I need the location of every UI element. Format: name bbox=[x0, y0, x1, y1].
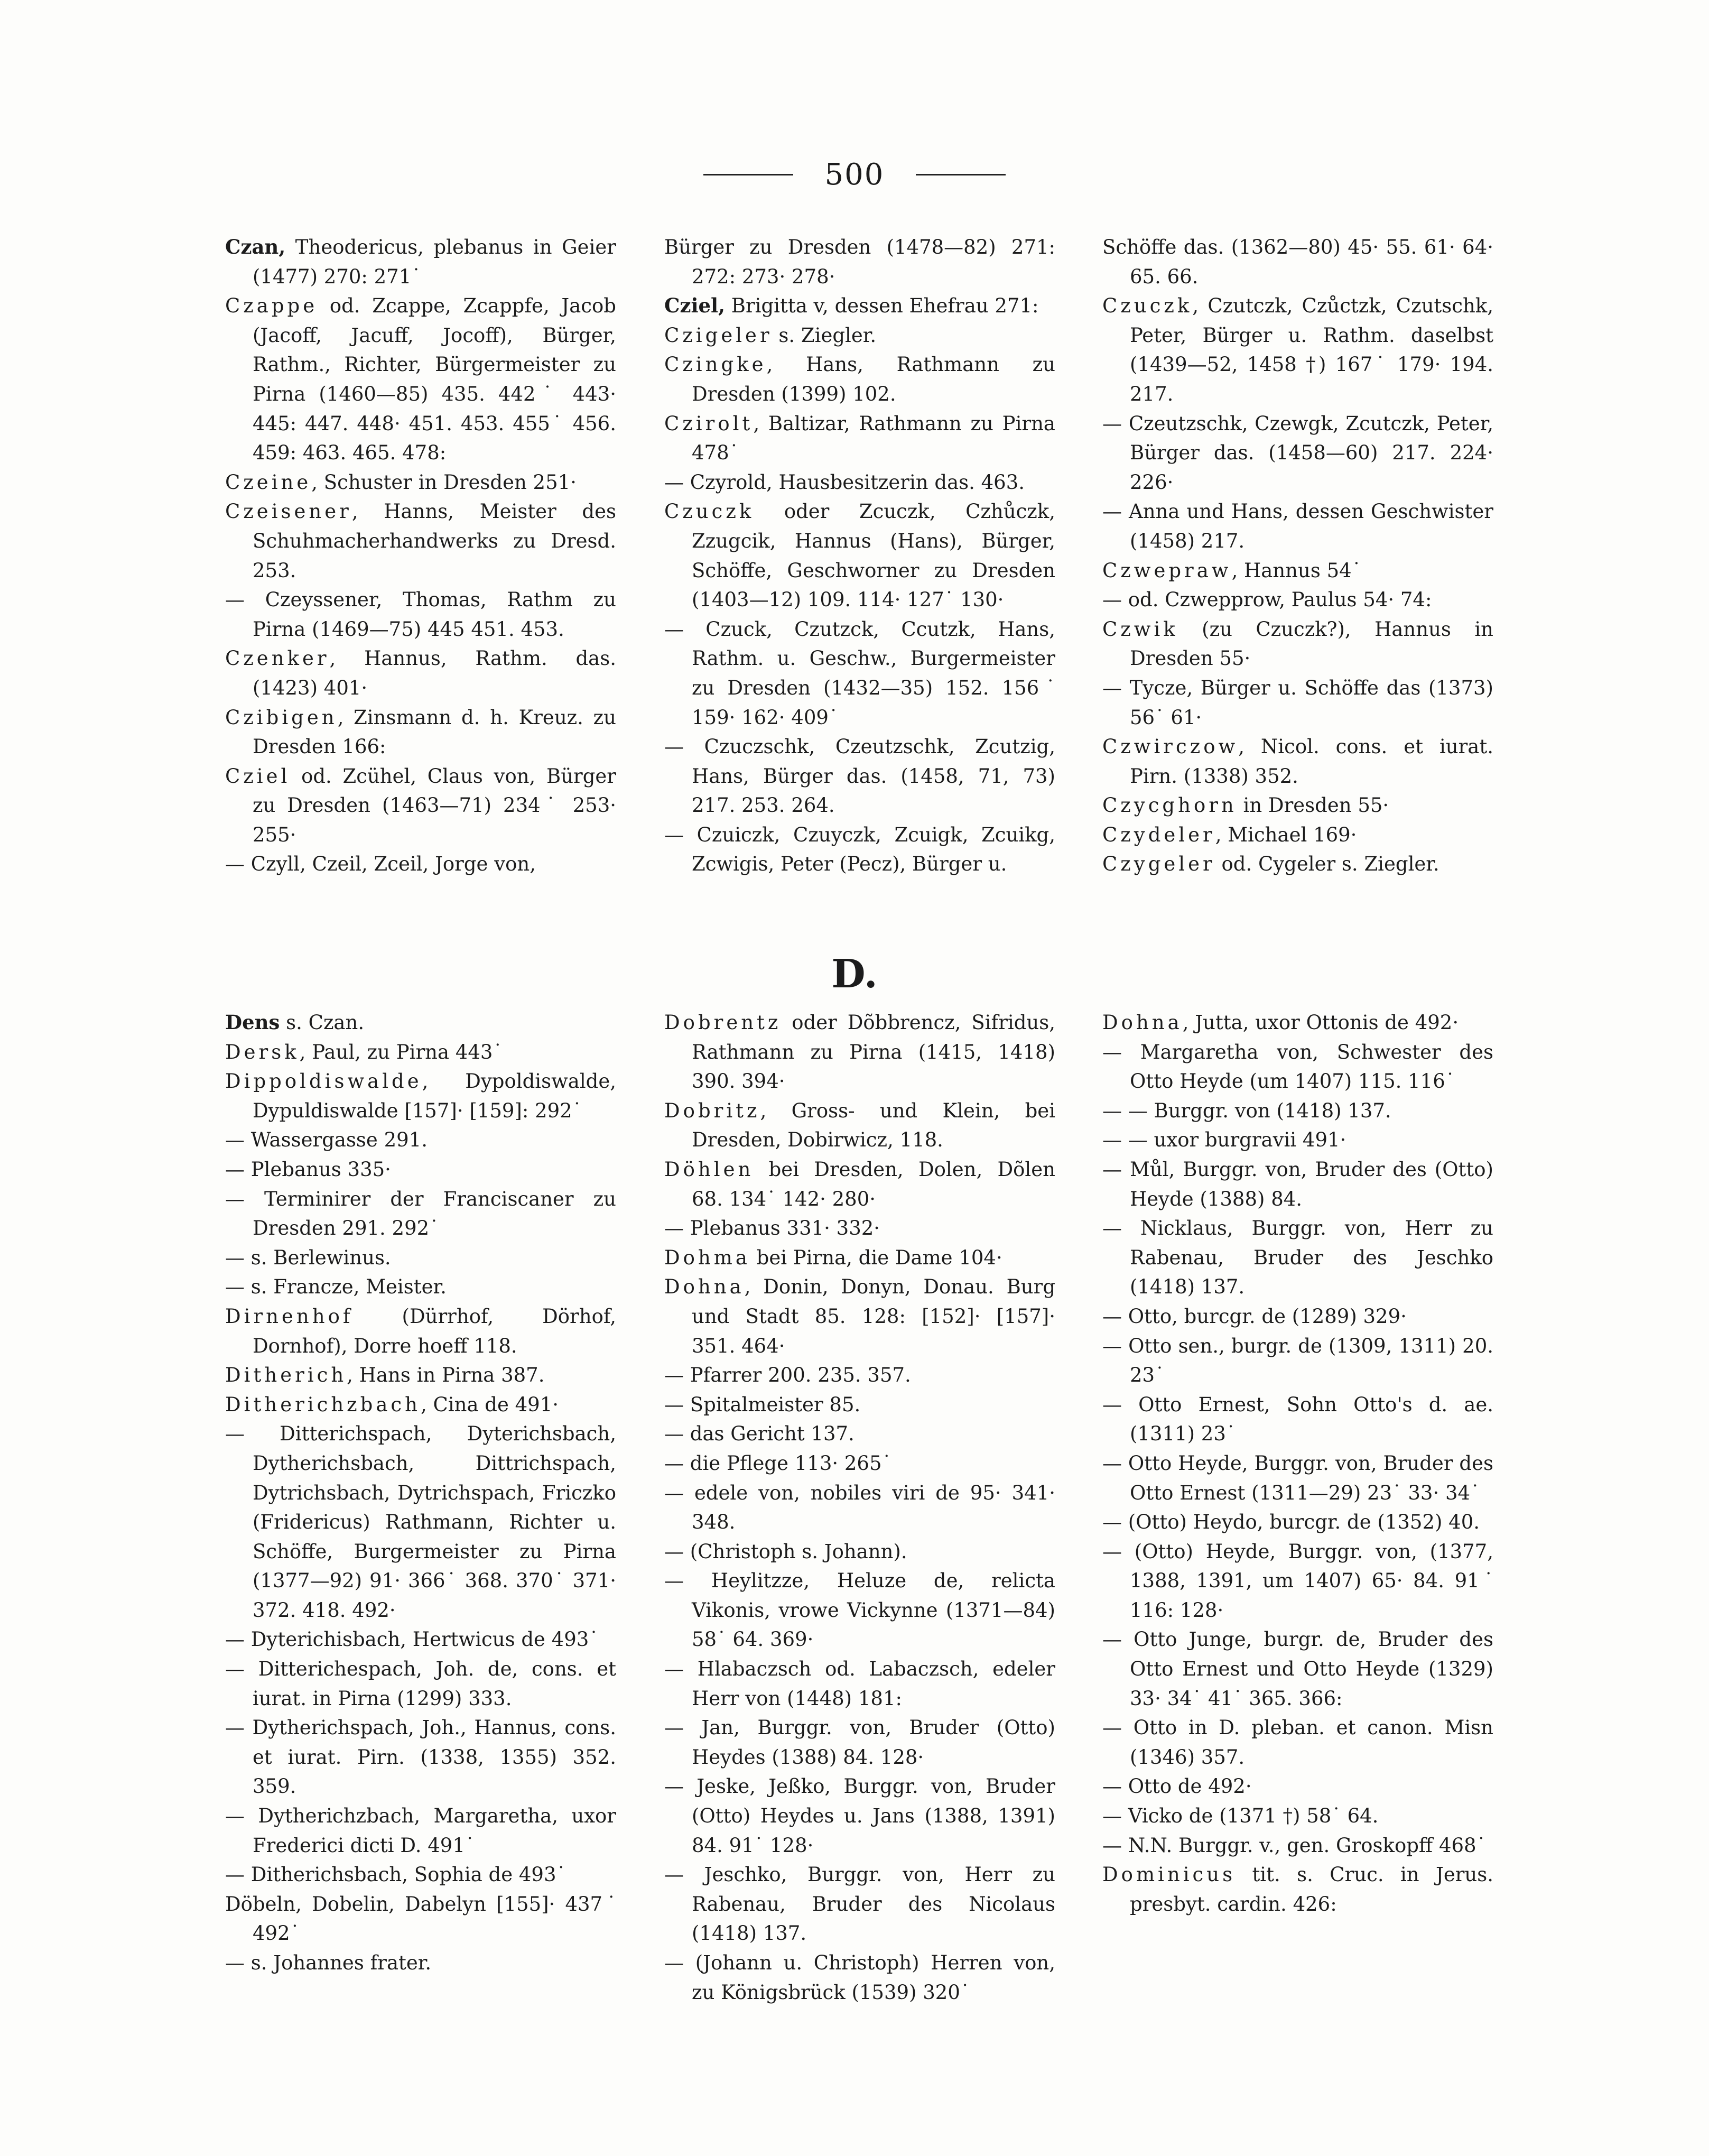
index-entry bbox=[1102, 585, 1493, 615]
entry-lemma: Dohma bbox=[664, 1246, 750, 1269]
entry-lemma: Czwik bbox=[1102, 617, 1178, 641]
entry-text: , Dobelin, Dabelyn [155]· 437˙ 492˙ bbox=[253, 1892, 616, 1945]
entry-lemma: Czigeler bbox=[664, 323, 773, 347]
entry-lemma: Czirolt bbox=[664, 412, 754, 435]
index-entry bbox=[664, 732, 1055, 820]
entry-text: — Ditherichsbach, Sophia de 493˙ bbox=[225, 1863, 566, 1886]
entry-text: Schöffe das. (1362—80) 45· 55. 61· 64· 65. 66. bbox=[1102, 236, 1493, 288]
index-entry bbox=[1102, 1860, 1493, 1919]
index-entry bbox=[1102, 1008, 1493, 1038]
entry-text: — Otto de 492· bbox=[1102, 1775, 1252, 1798]
page-header bbox=[0, 158, 1709, 192]
entry-text: , Hans, Rathmann zu Dresden (1399) 102. bbox=[692, 353, 1055, 405]
index-entry bbox=[225, 468, 616, 497]
index-entry bbox=[664, 468, 1055, 497]
index-entry bbox=[225, 1067, 616, 1125]
entry-text: — — Burggr. von (1418) 137. bbox=[1102, 1099, 1391, 1122]
index-entry bbox=[225, 291, 616, 468]
index-entry bbox=[1102, 1831, 1493, 1861]
entry-text: Brigitta v, dessen Ehefrau 271: bbox=[725, 294, 1039, 318]
index-entry bbox=[225, 1243, 616, 1273]
entry-lemma: Cziel, bbox=[664, 294, 725, 318]
index-entry bbox=[1102, 732, 1493, 791]
section-heading-d: D. bbox=[831, 951, 878, 997]
index-entry bbox=[664, 1419, 1055, 1449]
entry-text: od. Zcühel, Claus von, Bürger zu Dresden (1463—71) 234˙ 253· 255· bbox=[253, 764, 616, 846]
entry-text: — Ditterichespach, Joh. de, cons. et iurat. in Pirna (1299) 333. bbox=[225, 1658, 616, 1710]
index-entry bbox=[225, 1654, 616, 1713]
page-number: 500 bbox=[824, 158, 885, 192]
entry-text: bei Dresden, Dolen, Dõlen 68. 134˙ 142· 280· bbox=[692, 1158, 1055, 1210]
entry-text: — Plebanus 331· 332· bbox=[664, 1217, 880, 1240]
index-entry bbox=[664, 1449, 1055, 1478]
index-entry bbox=[225, 233, 616, 291]
entry-text: — Otto sen., burgr. de (1309, 1311) 20. 23˙ bbox=[1102, 1334, 1493, 1387]
entry-text: , Hannus 54˙ bbox=[1231, 559, 1362, 582]
entry-lemma: Czydeler bbox=[1102, 823, 1215, 846]
index-entry bbox=[664, 233, 1055, 291]
entry-text: — Czyrold, Hausbesitzerin das. 463. bbox=[664, 470, 1025, 494]
index-entry bbox=[664, 1272, 1055, 1361]
index-entry bbox=[225, 1185, 616, 1243]
entry-text: (zu Czuczk?), Hannus in Dresden 55· bbox=[1130, 617, 1493, 670]
entry-text: , Czutczk, Czůctzk, Czutschk, Peter, Bürger u. Rathm. daselbst (1439—52, 1458 †) 167˙ 179· 194. 217. bbox=[1130, 294, 1493, 405]
entry-lemma: Ditherichzbach bbox=[225, 1393, 421, 1416]
index-entry bbox=[225, 762, 616, 850]
index-entry bbox=[1102, 1214, 1493, 1302]
entry-text: — Vicko de (1371 †) 58˙ 64. bbox=[1102, 1805, 1379, 1828]
column-c-3 bbox=[1102, 233, 1493, 879]
entry-text: — od. Czwepprow, Paulus 54· 74: bbox=[1102, 588, 1432, 612]
entry-text: — (Johann u. Christoph) Herren von, zu Königsbrück (1539) 320˙ bbox=[664, 1951, 1055, 2004]
index-entry bbox=[1102, 1331, 1493, 1390]
entry-text: s. Ziegler. bbox=[772, 323, 877, 347]
entry-lemma: Czingke bbox=[664, 353, 767, 376]
index-entry bbox=[1102, 1155, 1493, 1214]
column-c-2 bbox=[664, 233, 1055, 879]
index-entry bbox=[1102, 1038, 1493, 1096]
entry-text: — Hlabaczsch od. Labaczsch, edeler Herr von (1448) 181: bbox=[664, 1658, 1055, 1710]
index-entry bbox=[664, 321, 1055, 350]
entry-text: , Hannus, Rathm. das. (1423) 401· bbox=[253, 647, 616, 699]
entry-lemma: Czappe bbox=[225, 294, 318, 318]
index-entry bbox=[1102, 791, 1493, 820]
entry-lemma: Czwepraw bbox=[1102, 559, 1232, 582]
entry-text: od. Zcappe, Zcappfe, Jacob (Jacoff, Jacuff, Jocoff), Bürger, Rathm., Richter, Bürgermeister zu Pirna (1460—85) 435. 442˙ 443· 445: 447. 448· 451. 453. 455˙ 456. 459: 463. 465. 478: bbox=[253, 294, 616, 465]
entry-text: — Ditterichspach, Dyterichsbach, Dytherichsbach, Dittrichspach, Dytrichsbach, Dytrichspach, Friczko (Fridericus) Rathmann, Richter u. Schöffe, Burgermeister zu Pirna (1377—92) 91· 366˙ 368. 370˙ 371· 372. 418. 492· bbox=[225, 1422, 616, 1622]
entry-text: — Můl, Burggr. von, Bruder des (Otto) Heyde (1388) 84. bbox=[1102, 1158, 1493, 1210]
entry-text: , Baltizar, Rathmann zu Pirna 478˙ bbox=[692, 412, 1055, 465]
index-entry bbox=[1102, 1449, 1493, 1507]
entry-text: tit. s. Cruc. in Jerus. presbyt. cardin. 426: bbox=[1130, 1863, 1493, 1916]
entry-text: in Dresden 55· bbox=[1237, 794, 1389, 817]
entry-text: — Nicklaus, Burggr. von, Herr zu Rabenau, Bruder des Jeschko (1418) 137. bbox=[1102, 1217, 1493, 1299]
entry-text: — Anna und Hans, dessen Geschwister (1458) 217. bbox=[1102, 500, 1493, 552]
entry-text: — Czeyssener, Thomas, Rathm zu Pirna (1469—75) 445 451. 453. bbox=[225, 588, 616, 641]
entry-lemma: Czuczk bbox=[664, 500, 755, 523]
entry-lemma: Czeisener bbox=[225, 500, 352, 523]
entry-lemma: Dohna bbox=[664, 1275, 745, 1299]
entry-text: — (Otto) Heyde, Burggr. von, (1377, 1388, 1391, um 1407) 65· 84. 91˙ 116: 128· bbox=[1102, 1540, 1493, 1622]
entry-lemma: Döbeln bbox=[225, 1892, 296, 1916]
index-entry bbox=[1102, 1537, 1493, 1625]
entry-text: — Otto Heyde, Burggr. von, Bruder des Otto Ernest (1311—29) 23˙ 33· 34˙ bbox=[1102, 1451, 1493, 1504]
entry-text: — Otto Junge, burgr. de, Bruder des Otto Ernest und Otto Heyde (1329) 33· 34˙ 41˙ 365. 366: bbox=[1102, 1628, 1493, 1710]
entry-text: , Gross- und Klein, bei Dresden, Dobirwicz, 118. bbox=[692, 1099, 1055, 1152]
index-entry bbox=[1102, 291, 1493, 409]
entry-text: , Hanns, Meister des Schuhmacherhandwerks zu Dresd. 253. bbox=[253, 500, 616, 582]
entry-text: od. Cygeler s. Ziegler. bbox=[1215, 853, 1439, 876]
entry-text: — Heylitzze, Heluze de, relicta Vikonis, vrowe Vickynne (1371—84) 58˙ 64. 369· bbox=[664, 1569, 1055, 1651]
entry-text: — Jeschko, Burggr. von, Herr zu Rabenau, Bruder des Nicolaus (1418) 137. bbox=[664, 1863, 1055, 1945]
index-entry bbox=[225, 644, 616, 702]
entry-text: — s. Johannes frater. bbox=[225, 1951, 432, 1974]
entry-text: bei Pirna, die Dame 104· bbox=[750, 1246, 1002, 1269]
entry-text: — Czuczschk, Czeutzschk, Zcutzig, Hans, Bürger das. (1458, 71, 73) 217. 253. 264. bbox=[664, 735, 1055, 817]
entry-text: Bürger zu Dresden (1478—82) 271: 272: 273· 278· bbox=[664, 236, 1055, 288]
index-entry bbox=[664, 1772, 1055, 1860]
index-entry bbox=[225, 1272, 616, 1302]
index-entry bbox=[664, 820, 1055, 879]
entry-text: — s. Berlewinus. bbox=[225, 1246, 391, 1269]
column-d-1 bbox=[225, 1008, 616, 1978]
column-c-1 bbox=[225, 233, 616, 879]
index-entry bbox=[225, 1625, 616, 1654]
index-entry bbox=[664, 409, 1055, 468]
entry-text: — Spitalmeister 85. bbox=[664, 1393, 861, 1416]
entry-text: — die Pflege 113· 265˙ bbox=[664, 1451, 892, 1475]
index-entry bbox=[664, 350, 1055, 409]
index-entry bbox=[225, 497, 616, 585]
index-entry bbox=[225, 849, 616, 879]
index-entry bbox=[1102, 409, 1493, 497]
entry-text: , Michael 169· bbox=[1215, 823, 1357, 846]
entry-text: — Dytherichzbach, Margaretha, uxor Frederici dicti D. 491˙ bbox=[225, 1805, 616, 1857]
index-entry bbox=[1102, 849, 1493, 879]
entry-lemma: Czycghorn bbox=[1102, 794, 1237, 817]
entry-text: — edele von, nobiles viri de 95· 341· 348. bbox=[664, 1481, 1055, 1534]
index-entry bbox=[1102, 1625, 1493, 1713]
entry-text: — Wassergasse 291. bbox=[225, 1128, 428, 1152]
index-entry bbox=[225, 1801, 616, 1860]
index-entry bbox=[225, 1419, 616, 1625]
entry-text: , Nicol. cons. et iurat. Pirn. (1338) 352. bbox=[1130, 735, 1493, 788]
entry-text: — Dyterichisbach, Hertwicus de 493˙ bbox=[225, 1628, 599, 1651]
entry-text: — Czuiczk, Czuyczk, Zcuigk, Zcuikg, Zcwigis, Peter (Pecz), Bürger u. bbox=[664, 823, 1055, 876]
index-entry bbox=[664, 615, 1055, 732]
entry-text: , Zinsmann d. h. Kreuz. zu Dresden 166: bbox=[253, 706, 616, 758]
entry-lemma: Czibigen bbox=[225, 706, 338, 729]
entry-lemma: Döhlen bbox=[664, 1158, 754, 1181]
index-entry bbox=[1102, 615, 1493, 673]
index-entry bbox=[664, 1537, 1055, 1567]
index-entry bbox=[225, 585, 616, 644]
index-entry bbox=[1102, 1507, 1493, 1537]
index-entry bbox=[664, 1243, 1055, 1273]
column-d-3 bbox=[1102, 1008, 1493, 1919]
column-d-2 bbox=[664, 1008, 1055, 2007]
index-entry bbox=[664, 497, 1055, 614]
entry-lemma: Ditherich bbox=[225, 1364, 347, 1387]
entry-text: — Tycze, Bürger u. Schöffe das (1373) 56˙ 61· bbox=[1102, 676, 1493, 729]
index-entry bbox=[1102, 1125, 1493, 1155]
entry-text: , Schuster in Dresden 251· bbox=[311, 470, 577, 494]
entry-text: — N.N. Burggr. v., gen. Groskopff 468˙ bbox=[1102, 1834, 1487, 1857]
entry-text: — Pfarrer 200. 235. 357. bbox=[664, 1364, 911, 1387]
index-entry bbox=[225, 703, 616, 762]
header-rule-left bbox=[703, 174, 793, 175]
entry-text: — das Gericht 137. bbox=[664, 1422, 855, 1446]
entry-text: — Otto in D. pleban. et canon. Misn (1346) 357. bbox=[1102, 1716, 1493, 1769]
index-entry bbox=[1102, 497, 1493, 556]
index-entry bbox=[664, 1008, 1055, 1096]
index-entry bbox=[225, 1860, 616, 1890]
entry-text: , Hans in Pirna 387. bbox=[347, 1364, 545, 1387]
entry-text: oder Dõbbrencz, Sifridus, Rathmann zu Pirna (1415, 1418) 390. 394· bbox=[692, 1011, 1055, 1093]
entry-lemma: Czwirczow bbox=[1102, 735, 1239, 758]
index-entry bbox=[1102, 820, 1493, 850]
entry-text: — Dytherichspach, Joh., Hannus, cons. et iurat. Pirn. (1338, 1355) 352. 359. bbox=[225, 1716, 616, 1798]
entry-text: , Jutta, uxor Ottonis de 492· bbox=[1182, 1011, 1459, 1034]
index-entry bbox=[1102, 1801, 1493, 1831]
entry-text: Theodericus, plebanus in Geier (1477) 270: 271˙ bbox=[253, 236, 616, 288]
entry-text: (Dürrhof, Dörhof, Dornhof), Dorre hoeff 118. bbox=[253, 1304, 616, 1357]
index-entry bbox=[1102, 673, 1493, 732]
entry-text: — (Otto) Heydo, burcgr. de (1352) 40. bbox=[1102, 1511, 1480, 1534]
index-entry bbox=[225, 1155, 616, 1185]
index-entry bbox=[1102, 233, 1493, 291]
index-entry bbox=[1102, 556, 1493, 586]
entry-lemma: Czygeler bbox=[1102, 853, 1215, 876]
entry-text: — Terminirer der Franciscaner zu Dresden 291. 292˙ bbox=[225, 1187, 616, 1240]
index-entry bbox=[664, 1390, 1055, 1420]
index-entry bbox=[225, 1008, 616, 1038]
index-entry bbox=[1102, 1772, 1493, 1801]
index-entry bbox=[1102, 1302, 1493, 1331]
index-entry bbox=[225, 1038, 616, 1067]
entry-lemma: Dobritz bbox=[664, 1099, 760, 1122]
index-entry bbox=[225, 1390, 616, 1420]
entry-text: — Otto Ernest, Sohn Otto's d. ae. (1311) 23˙ bbox=[1102, 1393, 1493, 1446]
index-entry bbox=[664, 1713, 1055, 1772]
index-entry bbox=[225, 1713, 616, 1801]
index-entry bbox=[225, 1361, 616, 1390]
index-entry bbox=[664, 1096, 1055, 1155]
entry-text: , Cina de 491· bbox=[420, 1393, 559, 1416]
index-entry bbox=[664, 1155, 1055, 1214]
entry-text: oder Zcuczk, Czhůczk, Zzugcik, Hannus (Hans), Bürger, Schöffe, Geschworner zu Dresden (1403—12) 109. 114· 127˙ 130· bbox=[692, 500, 1055, 612]
entry-lemma: Czeine bbox=[225, 470, 312, 494]
entry-lemma: Dippoldiswalde bbox=[225, 1070, 422, 1093]
index-entry bbox=[225, 1890, 616, 1948]
entry-text: — Otto, burcgr. de (1289) 329· bbox=[1102, 1304, 1407, 1328]
index-entry bbox=[664, 1948, 1055, 2007]
index-entry bbox=[225, 1125, 616, 1155]
index-entry bbox=[664, 1478, 1055, 1537]
entry-text: — Jan, Burggr. von, Bruder (Otto) Heydes (1388) 84. 128· bbox=[664, 1716, 1055, 1769]
entry-text: — Czeutzschk, Czewgk, Zcutczk, Peter, Bürger das. (1458—60) 217. 224· 226· bbox=[1102, 412, 1493, 494]
entry-text: — Margaretha von, Schwester des Otto Heyde (um 1407) 115. 116˙ bbox=[1102, 1040, 1493, 1093]
entry-lemma: Dobrentz bbox=[664, 1011, 782, 1034]
entry-lemma: Dohna bbox=[1102, 1011, 1183, 1034]
entry-text: — (Christoph s. Johann). bbox=[664, 1540, 907, 1563]
index-entry bbox=[664, 291, 1055, 321]
entry-lemma: Dominicus bbox=[1102, 1863, 1236, 1886]
index-entry bbox=[1102, 1713, 1493, 1772]
entry-text: — Plebanus 335· bbox=[225, 1158, 391, 1181]
entry-text: — s. Francze, Meister. bbox=[225, 1275, 447, 1299]
entry-text: , Dypoldiswalde, Dypuldiswalde [157]· [159]: 292˙ bbox=[253, 1070, 616, 1122]
entry-text: , Paul, zu Pirna 443˙ bbox=[299, 1040, 503, 1063]
index-entry bbox=[664, 1361, 1055, 1390]
entry-text: s. Czan. bbox=[280, 1011, 365, 1034]
index-entry bbox=[664, 1654, 1055, 1713]
entry-text: — Czyll, Czeil, Zceil, Jorge von, bbox=[225, 853, 536, 876]
entry-text: — Czuck, Czutzck, Ccutzk, Hans, Rathm. u. Geschw., Burgermeister zu Dresden (1432—35) 152. 156˙ 159· 162· 409˙ bbox=[664, 617, 1055, 729]
entry-text: — Jeske, Jeßko, Burggr. von, Bruder (Otto) Heydes u. Jans (1388, 1391) 84. 91˙ 128· bbox=[664, 1775, 1055, 1857]
index-entry bbox=[1102, 1096, 1493, 1126]
index-entry bbox=[664, 1860, 1055, 1948]
entry-lemma: Dersk bbox=[225, 1040, 300, 1063]
index-entry bbox=[664, 1214, 1055, 1243]
entry-lemma: Czenker bbox=[225, 647, 330, 670]
header-rule-right bbox=[916, 174, 1006, 175]
entry-lemma: Czan, bbox=[225, 235, 286, 258]
index-entry bbox=[225, 1948, 616, 1978]
index-entry bbox=[1102, 1390, 1493, 1449]
entry-text: — — uxor burgravii 491· bbox=[1102, 1128, 1346, 1152]
index-entry bbox=[664, 1566, 1055, 1654]
entry-lemma: Dens bbox=[225, 1011, 280, 1034]
index-entry bbox=[225, 1302, 616, 1361]
entry-lemma: Cziel bbox=[225, 764, 291, 788]
entry-text: , Donin, Donyn, Donau. Burg und Stadt 85. 128: [152]· [157]· 351. 464· bbox=[692, 1275, 1055, 1357]
entry-lemma: Czuczk bbox=[1102, 294, 1193, 318]
entry-lemma: Dirnenhof bbox=[225, 1304, 354, 1328]
